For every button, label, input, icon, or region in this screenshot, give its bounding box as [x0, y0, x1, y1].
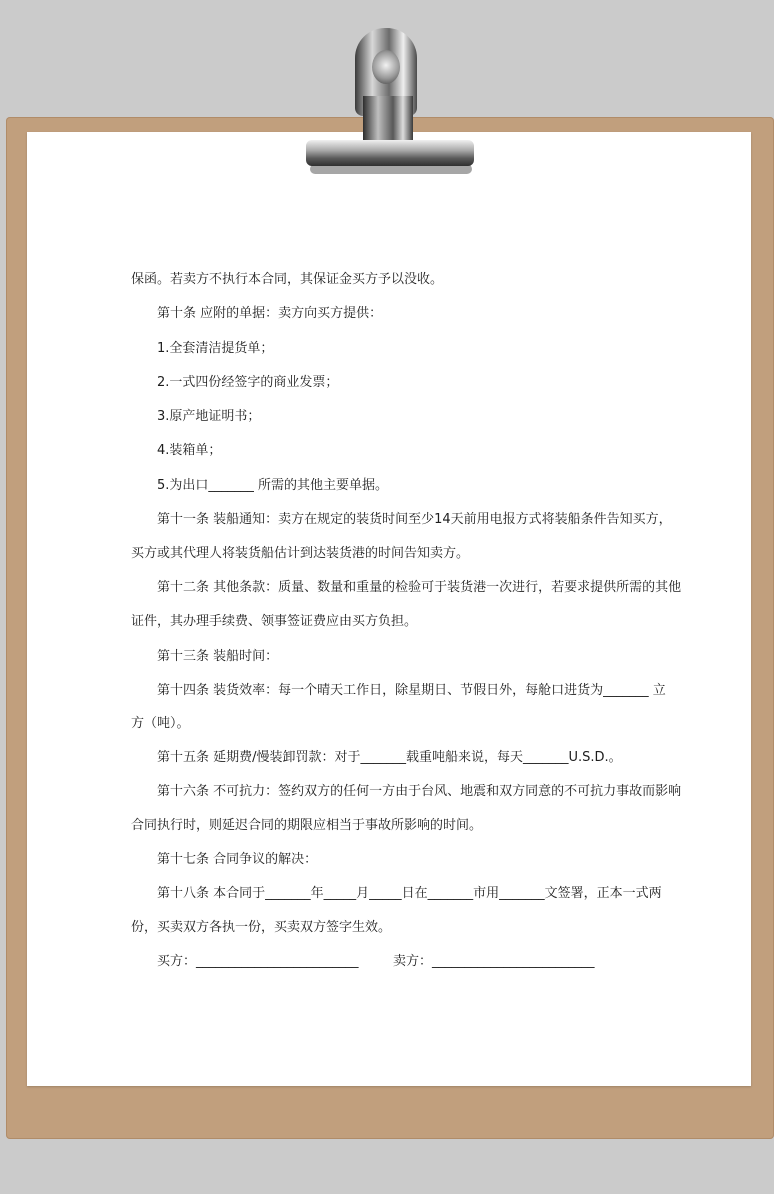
- buyer-signature-line: 买方：_________________________: [157, 954, 359, 969]
- paragraph-line: 方（吨）。: [131, 716, 190, 731]
- paragraph-line: 买方或其代理人将装货船估计到达装货港的时间告知卖方。: [131, 546, 470, 561]
- paragraph-line: 第十一条 装船通知：卖方在规定的装货时间至少14天前用电报方式将装船条件告知买方，: [157, 512, 672, 527]
- paragraph-line: 第十四条 装货效率：每一个晴天工作日，除星期日、节假日外，每舱口进货为_______ 立: [157, 683, 666, 698]
- list-item: 2.一式四份经签字的商业发票；: [157, 375, 339, 390]
- list-item: 3.原产地证明书；: [157, 409, 261, 424]
- list-item: 4.装箱单；: [157, 443, 222, 458]
- paragraph-line: 证件，其办理手续费、领事签证费应由买方负担。: [131, 614, 418, 629]
- paragraph-line: 第十三条 装船时间：: [157, 649, 279, 664]
- paragraph-line: 合同执行时，则延迟合同的期限应相当于事故所影响的时间。: [131, 818, 483, 833]
- paragraph-line: 第十条 应附的单据：卖方向买方提供：: [157, 306, 383, 321]
- seller-signature-line: 卖方：_________________________: [393, 954, 595, 969]
- paragraph-line: 份，买卖双方各执一份，买卖双方签字生效。: [131, 920, 392, 935]
- list-item: 5.为出口_______ 所需的其他主要单据。: [157, 478, 389, 493]
- paragraph-line: 第十八条 本合同于_______年_____月_____日在_______市用_______文签署，正本一式两: [157, 886, 662, 901]
- paragraph-line: 第十六条 不可抗力：签约双方的任何一方由于台风、地震和双方同意的不可抗力事故而影响: [157, 784, 682, 799]
- paragraph-line: 第十五条 延期费/慢装卸罚款：对于_______载重吨船来说，每天_______U.S.D.。: [157, 750, 622, 765]
- paragraph-line: 第十二条 其他条款：质量、数量和重量的检验可于装货港一次进行，若要求提供所需的其他: [157, 580, 682, 595]
- paragraph-line: 第十七条 合同争议的解决：: [157, 852, 318, 867]
- list-item: 1.全套清洁提货单；: [157, 341, 274, 356]
- paragraph-line: 保函。若卖方不执行本合同，其保证金买方予以没收。: [131, 272, 444, 287]
